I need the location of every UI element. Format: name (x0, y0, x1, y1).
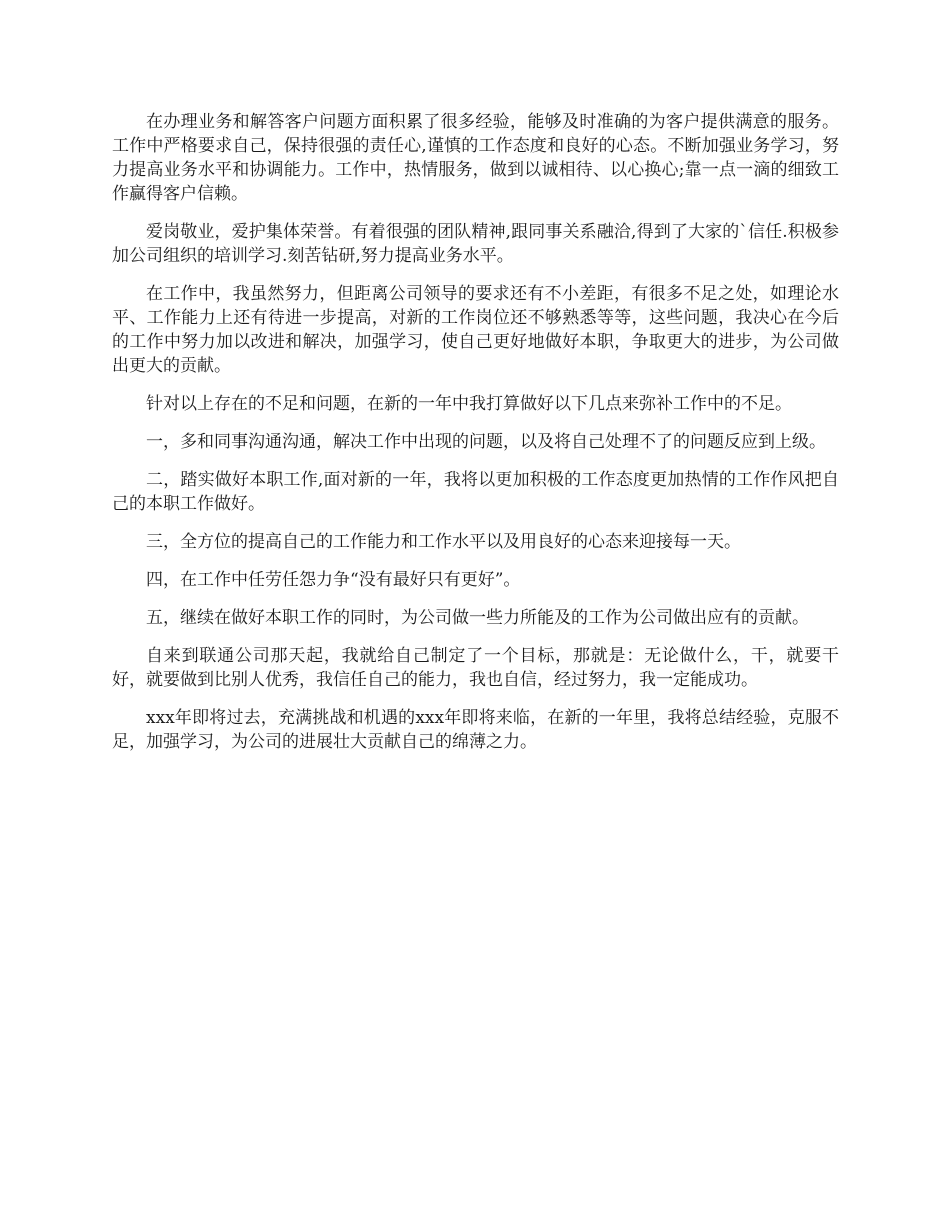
paragraph-plan-item-5: 五，继续在做好本职工作的同时，为公司做一些力所能及的工作为公司做出应有的贡献。 (146, 608, 809, 628)
paragraph-conclusion: xxx年即将过去，充满挑战和机遇的xxx年即将来临，在新的一年里，我将总结经验，克服不足，加强学习，为公司的进展壮大贡献自己的绵薄之力。 (112, 708, 839, 752)
paragraph-plan-intro: 针对以上存在的不足和问题，在新的一年中我打算做好以下几点来弥补工作中的不足。 (146, 394, 792, 414)
document-body (112, 110, 839, 768)
paragraph-plan-item-3: 三，全方位的提高自己的工作能力和工作水平以及用良好的心态来迎接每一天。 (146, 532, 741, 552)
paragraph-plan-item-2: 二，踏实做好本职工作,面对新的一年，我将以更加积极的工作态度更加热情的工作作风把自己的本职工作做好。 (112, 470, 839, 514)
paragraph-experience: 在办理业务和解答客户问题方面积累了很多经验，能够及时准确的为客户提供满意的服务。工作中严格要求自己，保持很强的责任心,谨慎的工作态度和良好的心态。不断加强业务学习，努力提高业务水平和协调能力。工作中，热情服务，做到以诚相待、以心换心;靠一点一滴的细致工作赢得客户信赖。 (112, 112, 839, 204)
paragraph-plan-item-1: 一，多和同事沟通沟通，解决工作中出现的问题，以及将自己处理不了的问题反应到上级。 (146, 432, 826, 452)
paragraph-plan-item-4: 四，在工作中任劳任怨力争“没有最好只有更好”。 (146, 570, 521, 590)
paragraph-dedication: 爱岗敬业，爱护集体荣誉。有着很强的团队精神,跟同事关系融洽,得到了大家的`信任.积极参加公司组织的培训学习.刻苦钻研,努力提高业务水平。 (112, 222, 839, 266)
paragraph-goal: 自来到联通公司那天起，我就给自己制定了一个目标，那就是：无论做什么，干，就要干好，就要做到比别人优秀，我信任自己的能力，我也自信，经过努力，我一定能成功。 (112, 646, 839, 690)
paragraph-shortcomings: 在工作中，我虽然努力，但距离公司领导的要求还有不小差距，有很多不足之处，如理论水平、工作能力上还有待进一步提高，对新的工作岗位还不够熟悉等等，这些问题，我决心在今后的工作中努力加以改进和解决，加强学习，使自己更好地做好本职，争取更大的进步，为公司做出更大的贡献。 (112, 284, 839, 376)
